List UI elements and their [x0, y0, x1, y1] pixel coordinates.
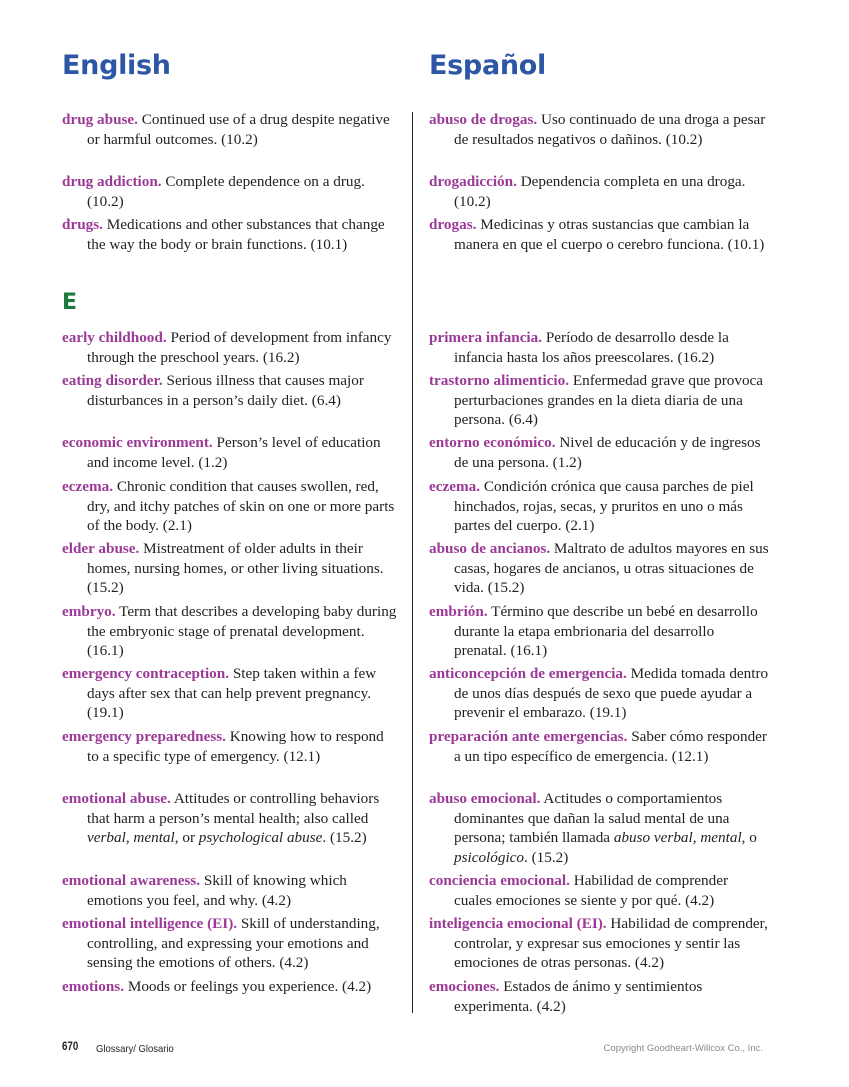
- column-divider: [412, 112, 413, 1013]
- glossary-entry-es: [429, 172, 769, 211]
- glossary-entry-es: [429, 371, 769, 430]
- definition-text: Nivel de educación y de ingresos de una persona. (1.2): [454, 434, 761, 471]
- glossary-term: emergency preparedness.: [62, 728, 226, 745]
- definition-italic-text: mental: [133, 829, 175, 847]
- glossary-term: eczema.: [429, 478, 481, 495]
- definition-text: Period of development from infancy through the preschool years. (16.2): [87, 329, 392, 366]
- definition-text: , o: [741, 829, 757, 847]
- definition-italic-text: psychological abuse: [198, 829, 323, 847]
- definition-text: Estados de ánimo y sentimientos experimenta. (4.2): [454, 978, 703, 1015]
- definition-text: Attitudes or controlling behaviors that harm a person’s mental health; also called: [87, 790, 380, 827]
- definition-text: Knowing how to respond to a specific type of emergency. (12.1): [87, 728, 384, 765]
- glossary-entry-es: [429, 977, 769, 1016]
- definition-text: Complete dependence on a drug. (10.2): [87, 173, 365, 210]
- copyright-notice: Copyright Goodheart-Willcox Co., Inc.: [603, 1043, 763, 1054]
- glossary-term: embrión.: [429, 603, 488, 620]
- section-letter-heading: E: [62, 290, 78, 315]
- glossary-term: abuso de drogas.: [429, 111, 538, 128]
- glossary-term: trastorno alimenticio.: [429, 372, 570, 389]
- definition-text: Medida tomada dentro de unos días después de sexo que puede ayudar a prevenir el embarazo. (19.1): [454, 665, 769, 722]
- glossary-entry-en: [62, 727, 398, 766]
- glossary-term: elder abuse.: [62, 540, 140, 557]
- definition-text: Maltrato de adultos mayores en sus casas, hogares de ancianos, u otras situaciones de vida. (15.2): [454, 540, 769, 597]
- glossary-term: drugs.: [62, 216, 103, 233]
- glossary-entry-es: [429, 477, 769, 536]
- definition-italic-text: psicológico: [454, 848, 525, 866]
- definition-text: Skill of knowing which emotions you feel, and why. (4.2): [87, 872, 347, 909]
- glossary-entry-es: [429, 602, 769, 661]
- glossary-term: abuso emocional.: [429, 790, 541, 807]
- glossary-entry-es: [429, 914, 769, 973]
- glossary-term: drogas.: [429, 216, 477, 233]
- glossary-term: primera infancia.: [429, 329, 543, 346]
- glossary-entry-en: [62, 433, 398, 472]
- glossary-entry-en: [62, 477, 398, 536]
- glossary-term: drug addiction.: [62, 173, 162, 190]
- glossary-term: drug abuse.: [62, 111, 138, 128]
- glossary-entry-en: [62, 664, 398, 723]
- glossary-term: emotions.: [62, 978, 125, 995]
- definition-text: Dependencia completa en una droga. (10.2): [454, 173, 746, 210]
- definition-italic-text: mental: [700, 829, 742, 847]
- glossary-entry-en: [62, 539, 398, 598]
- glossary-term: drogadicción.: [429, 173, 517, 190]
- footer-section-title: Glossary/ Glosario: [96, 1043, 174, 1055]
- definition-italic-text: abuso verbal: [613, 829, 693, 847]
- definition-text: Medicinas y otras sustancias que cambian la manera en que el cuerpo o cerebro funciona. (10.1): [454, 216, 765, 253]
- glossary-term: eating disorder.: [62, 372, 163, 389]
- glossary-term: conciencia emocional.: [429, 872, 570, 889]
- glossary-entry-es: [429, 664, 769, 723]
- glossary-entry-en: [62, 602, 398, 661]
- definition-text: . (15.2): [322, 829, 367, 847]
- english-column-heading: English: [62, 50, 171, 81]
- glossary-term: emotional abuse.: [62, 790, 171, 807]
- glossary-term: emociones.: [429, 978, 500, 995]
- spanish-column-heading: Español: [429, 50, 546, 81]
- definition-text: , or: [174, 829, 199, 847]
- definition-text: Skill of understanding, controlling, and expressing your emotions and sensing the emotions of others. (4.2): [87, 915, 380, 972]
- page-number: 670: [62, 1041, 79, 1053]
- definition-text: Saber cómo responder a un tipo específico de emergencia. (12.1): [454, 728, 767, 765]
- glossary-term: embryo.: [62, 603, 116, 620]
- glossary-term: inteligencia emocional (EI).: [429, 915, 607, 932]
- definition-text: Serious illness that causes major disturbances in a person’s daily diet. (6.4): [87, 372, 364, 409]
- glossary-term: abuso de ancianos.: [429, 540, 551, 557]
- glossary-term: economic environment.: [62, 434, 213, 451]
- glossary-term: entorno económico.: [429, 434, 556, 451]
- glossary-term: anticoncepción de emergencia.: [429, 665, 627, 682]
- glossary-term: eczema.: [62, 478, 114, 495]
- glossary-entry-en: [62, 328, 398, 367]
- glossary-entry-en: [62, 871, 398, 910]
- definition-text: Enfermedad grave que provoca perturbaciones grandes en la dieta diaria de una persona. (6.4): [454, 372, 764, 429]
- definition-text: ,: [125, 829, 134, 847]
- definition-text: Medications and other substances that change the way the body or brain functions. (10.1): [87, 216, 385, 253]
- glossary-entry-en: [62, 977, 398, 997]
- glossary-term: emotional awareness.: [62, 872, 201, 889]
- definition-text: Habilidad de comprender cuales emociones se siente y por qué. (4.2): [454, 872, 729, 909]
- definition-text: Actitudes o comportamientos dominantes que dañan la salud mental de una persona; también llamada: [454, 790, 730, 847]
- definition-text: Condición crónica que causa parches de piel hinchados, rojas, secas, y pruritos en uno o más partes del cuerpo. (2.1): [454, 478, 754, 535]
- glossary-entry-es: [429, 871, 769, 910]
- definition-text: Person’s level of education and income level. (1.2): [87, 434, 381, 471]
- glossary-term: emergency contraception.: [62, 665, 230, 682]
- glossary-entry-es: [429, 539, 769, 598]
- definition-text: Step taken within a few days after sex that can help prevent pregnancy. (19.1): [87, 665, 377, 722]
- definition-text: ,: [692, 829, 701, 847]
- glossary-entry-en: [62, 110, 398, 149]
- definition-text: Continued use of a drug despite negative or harmful outcomes. (10.2): [87, 111, 390, 148]
- definition-text: Chronic condition that causes swollen, red, dry, and itchy patches of skin on one or more parts of the body. (2.1): [87, 478, 395, 535]
- definition-text: Término que describe un bebé en desarrollo durante la etapa embrionaria del desarrollo prenatal. (16.1): [454, 603, 758, 660]
- glossary-entry-en: [62, 371, 398, 410]
- definition-text: Período de desarrollo desde la infancia hasta los años preescolares. (16.2): [454, 329, 729, 366]
- definition-text: Moods or feelings you experience. (4.2): [124, 978, 372, 995]
- glossary-term: emotional intelligence (EI).: [62, 915, 238, 932]
- glossary-entry-es: [429, 328, 769, 367]
- glossary-entry-es: [429, 110, 769, 149]
- glossary-entry-en: [62, 215, 398, 254]
- glossary-entry-en: [62, 789, 398, 848]
- glossary-term: preparación ante emergencias.: [429, 728, 628, 745]
- glossary-entry-es: [429, 727, 769, 766]
- glossary-entry-es: [429, 215, 769, 254]
- definition-text: Habilidad de comprender, controlar, y expresar sus emociones y sentir las emociones de otras personas. (4.2): [454, 915, 768, 972]
- glossary-entry-es: [429, 433, 769, 472]
- definition-text: . (15.2): [524, 848, 569, 866]
- definition-italic-text: verbal: [87, 829, 126, 847]
- glossary-term: early childhood.: [62, 329, 167, 346]
- glossary-entry-en: [62, 172, 398, 211]
- definition-text: Uso continuado de una droga a pesar de resultados negativos o dañinos. (10.2): [454, 111, 766, 148]
- glossary-entry-en: [62, 914, 398, 973]
- definition-text: Mistreatment of older adults in their homes, nursing homes, or other living situations. (15.2): [87, 540, 384, 597]
- definition-text: Term that describes a developing baby during the embryonic stage of prenatal development. (16.1): [87, 603, 397, 660]
- glossary-entry-es: [429, 789, 769, 867]
